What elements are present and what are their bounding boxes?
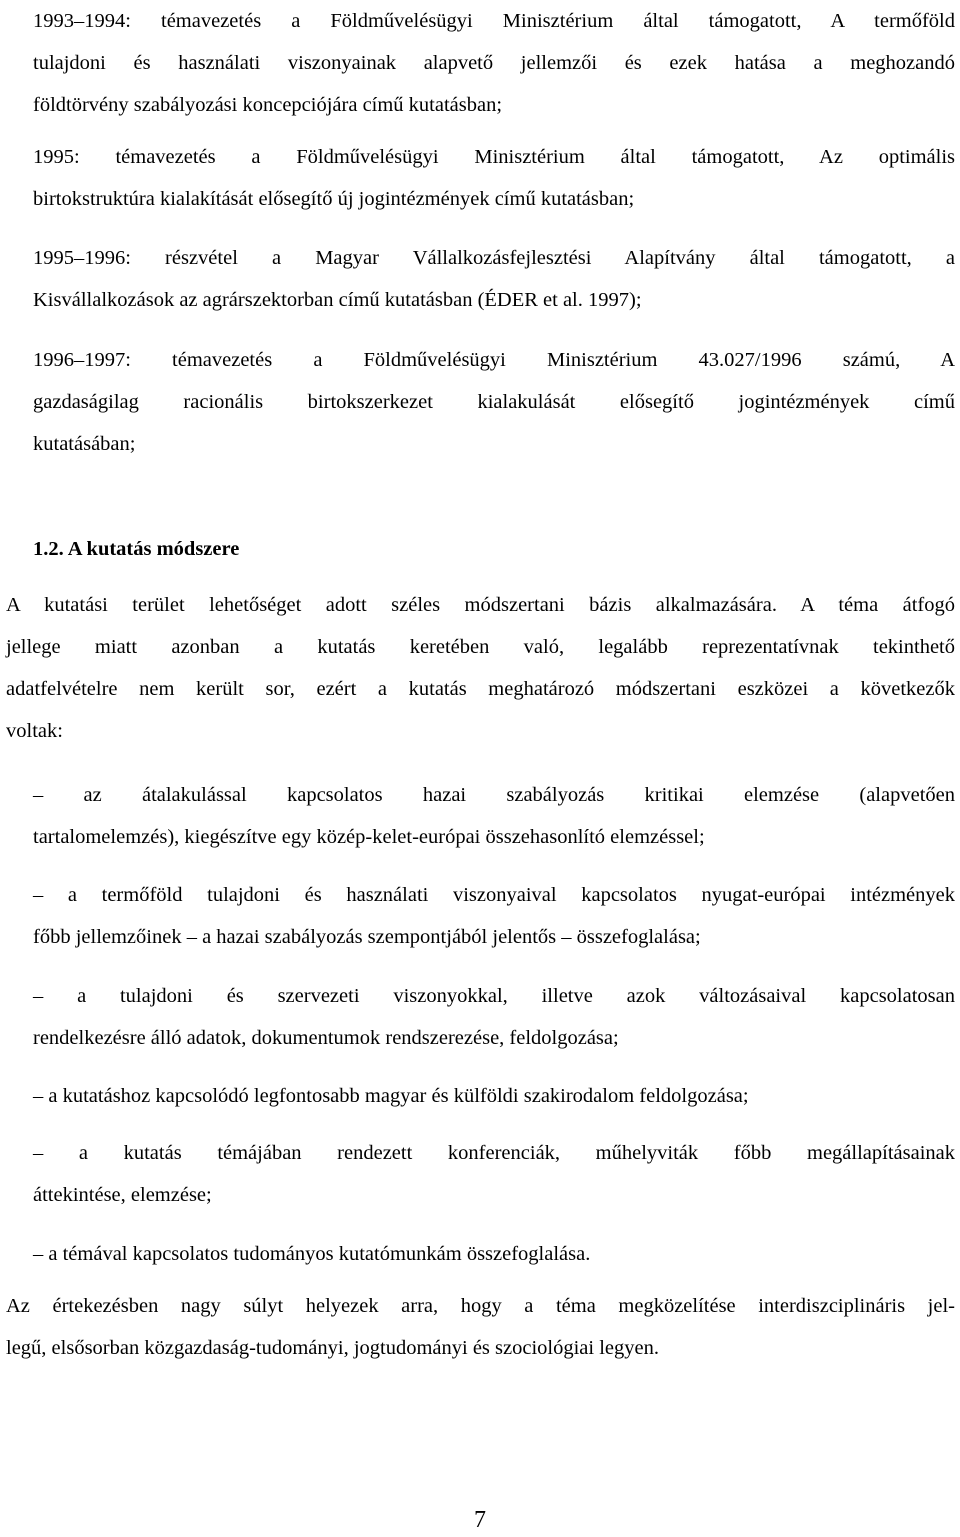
research-item-1996-1997 [33, 339, 955, 465]
text-line: legű, elsősorban közgazdaság-tudományi, jogtudományi és szociológiai legyen. [6, 1337, 659, 1359]
text-line: főbb jellemzőinek – a hazai szabályozás szempontjából jelentős – összefoglalása; [33, 926, 701, 948]
text-line: A kutatási terület lehetőséget adott széles módszertani bázis alkalmazására. A téma átfogó [6, 594, 955, 616]
text-line: – a termőföld tulajdoni és használati viszonyaival kapcsolatos nyugat-európai intézmények [33, 884, 955, 906]
text-line: 1995: témavezetés a Földművelésügyi Minisztérium által támogatott, Az optimális [33, 146, 955, 168]
closing-paragraph [6, 1285, 955, 1369]
text-line: – a kutatáshoz kapcsolódó legfontosabb magyar és külföldi szakirodalom feldolgozása; [33, 1085, 749, 1107]
text-line: rendelkezésre álló adatok, dokumentumok rendszerezése, feldolgozása; [33, 1027, 619, 1049]
method-item-4 [33, 1075, 955, 1117]
text-line: 1993–1994: témavezetés a Földművelésügyi Minisztérium által támogatott, A termőföld [33, 10, 955, 32]
text-line: – a témával kapcsolatos tudományos kutatómunkám összefoglalása. [33, 1243, 591, 1265]
text-line: – a tulajdoni és szervezeti viszonyokkal, illetve azok változásaival kapcsolatosan [33, 985, 955, 1007]
page-number: 7 [474, 1507, 486, 1533]
text-line: birtokstruktúra kialakítását elősegítő új jogintézmények című kutatásban; [33, 188, 635, 210]
text-line: adatfelvételre nem került sor, ezért a kutatás meghatározó módszertani eszközei a következők [6, 678, 955, 700]
text-line: jellege miatt azonban a kutatás keretében való, legalább reprezentatívnak tekinthető [6, 636, 955, 658]
text-line: tartalomelemzés), kiegészítve egy közép-kelet-európai összehasonlító elemzéssel; [33, 826, 705, 848]
text-line: – az átalakulással kapcsolatos hazai szabályozás kritikai elemzése (alapvetően [33, 784, 955, 806]
text-line: voltak: [6, 720, 63, 742]
method-item-2 [33, 874, 955, 958]
research-item-1993 [33, 0, 955, 126]
method-item-1 [33, 774, 955, 858]
methods-intro-paragraph [6, 584, 955, 752]
text-line: 1996–1997: témavezetés a Földművelésügyi Minisztérium 43.027/1996 számú, A [33, 349, 955, 371]
method-item-3 [33, 975, 955, 1059]
method-item-6 [33, 1233, 955, 1275]
research-item-1995-1996 [33, 237, 955, 321]
method-item-5 [33, 1132, 955, 1216]
text-line: 1995–1996: részvétel a Magyar Vállalkozásfejlesztési Alapítvány által támogatott, a [33, 247, 955, 269]
text-line: Kisvállalkozások az agrárszektorban című kutatásban (ÉDER et al. 1997); [33, 289, 642, 311]
text-line: – a kutatás témájában rendezett konferenciák, műhelyviták főbb megállapításainak [33, 1142, 955, 1164]
text-line: áttekintése, elemzése; [33, 1184, 212, 1206]
text-line: gazdaságilag racionális birtokszerkezet kialakulását elősegítő jogintézmények című [33, 391, 955, 413]
text-line: kutatásában; [33, 433, 136, 455]
text-line: földtörvény szabályozási koncepciójára című kutatásban; [33, 94, 503, 116]
section-heading: 1.2. A kutatás módszere [33, 538, 240, 560]
text-line: Az értekezésben nagy súlyt helyezek arra, hogy a téma megközelítése interdiszciplináris jel- [6, 1295, 955, 1317]
research-item-1995 [33, 136, 955, 220]
text-line: tulajdoni és használati viszonyainak alapvető jellemzői és ezek hatása a meghozandó [33, 52, 955, 74]
